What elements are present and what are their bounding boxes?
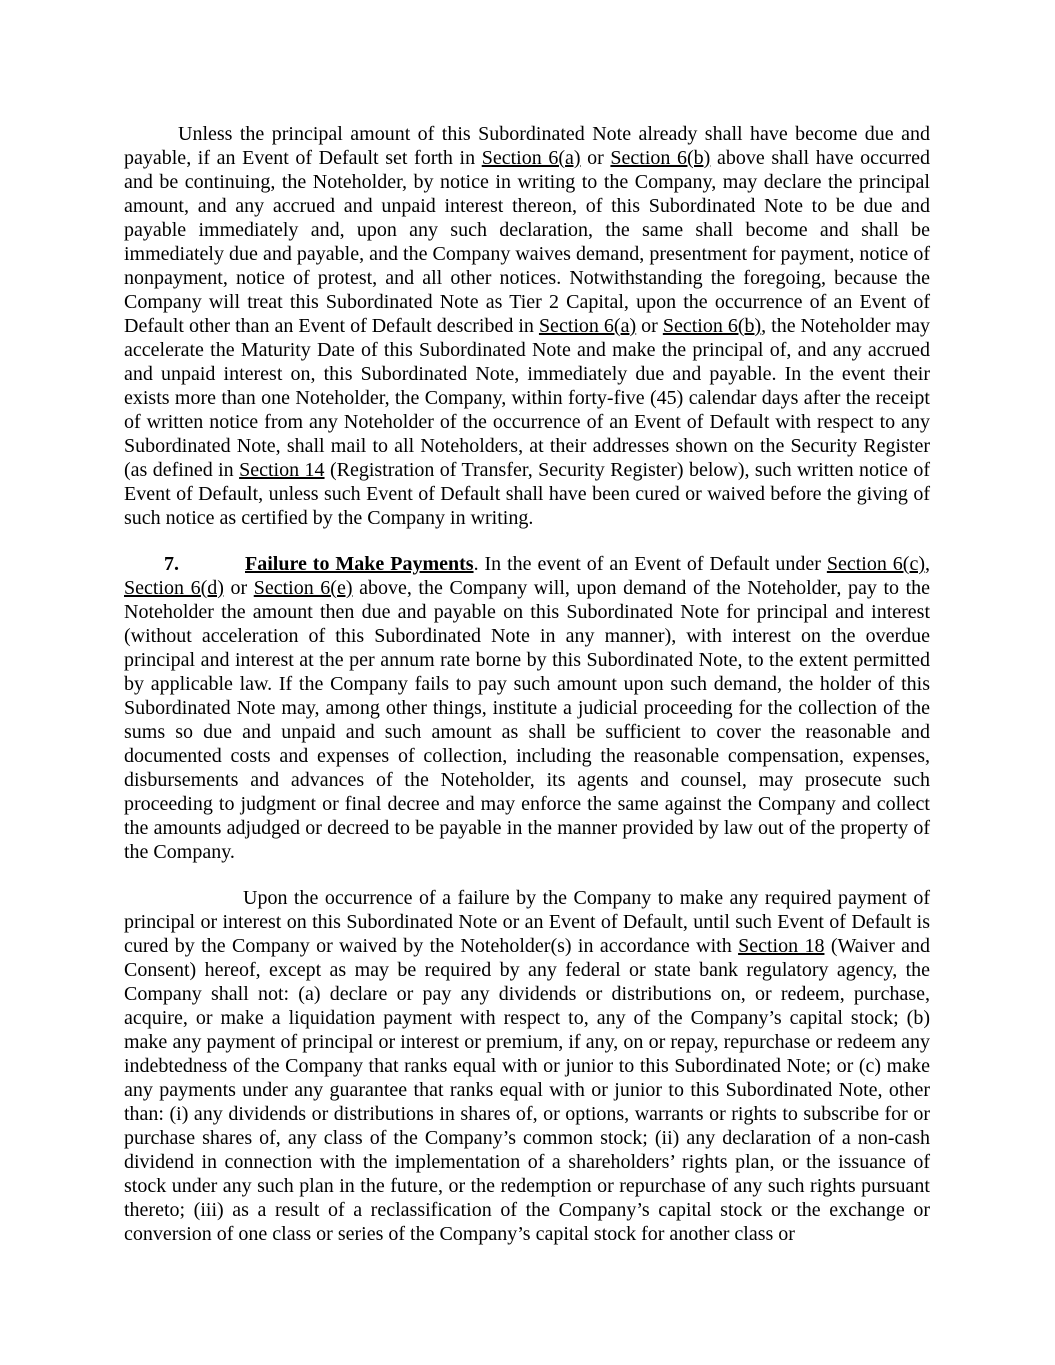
text-run: Upon the occurrence of a failure by the Company to make any required payment of principal or interest on this Subordinated Note or an Event of Default, until such Event of Default is cured by the Company or waived by the Noteholder(s) in accordance with xyxy=(124,887,930,957)
text-run: . In the event of an Event of Default under xyxy=(473,553,827,575)
text-run: Unless the principal amount of this Subordinated Note already shall have become due and payable, if an Event of Default set forth in xyxy=(124,123,930,169)
text-run: or xyxy=(223,577,254,599)
text-run: above shall have occurred and be continuing, the Noteholder, by notice in writing to the Company, may declare the principal amount, and any accrued and unpaid interest thereon, of this Subordinated Note to be due and payable immediately and, upon any such declaration, the same shall become and shall be immediately due and payable, and the Company waives demand, presentment for payment, notice of nonpayment, notice of protest, and all other notices. Notwithstanding the foregoing, because the Company will treat this Subordinated Note as Tier 2 Capital, upon the occurrence of an Event of Default other than an Event of Default described in xyxy=(124,147,931,337)
section-18-ref: Section 18 xyxy=(738,935,825,957)
section-6b-ref: Section 6(b) xyxy=(662,315,762,337)
section-6e-ref: Section 6(e) xyxy=(253,577,353,599)
section-6a-ref: Section 6(a) xyxy=(481,147,581,169)
section-6c-ref: Section 6(c) xyxy=(826,553,925,575)
text-run: , xyxy=(925,553,930,575)
text-run: (Waiver and Consent) hereof, except as may be required by any federal or state bank regulatory agency, the Company shall not: (a) declare or pay any dividends or distributions on, or redeem, purchase, acquire, or make a liquidation payment with respect to, any of the Company’s capital stock; (b) make any payment of principal or interest or premium, if any, on or repay, repurchase or redeem any indebtedness of the Company that ranks equal with or junior to this Subordinated Note; or (c) make any payments under any guarantee that ranks equal with or junior to this Subordinated Note, other than: (i) any dividends or distributions in shares of, or options, warrants or rights to subscribe for or purchase shares of, any class of the Company’s common stock; (ii) any declaration of a non-cash dividend in connection with the implementation of a shareholders’ rights plan, or the issuance of stock under any such plan in the future, or the redemption or repurchase of any such rights pursuant thereto; (iii) as a result of a reclassification of the Company’s capital stock or the exchange or conversion of one class or series of the Company’s capital stock for another class or xyxy=(124,935,930,1245)
acceleration-paragraph xyxy=(124,122,930,530)
section-heading: Failure to Make Payments xyxy=(245,553,474,575)
failure-to-make-payments-paragraph xyxy=(124,552,930,864)
section-number: 7. xyxy=(164,553,179,575)
text-run: , the Noteholder may accelerate the Maturity Date of this Subordinated Note and make the principal of, and any accrued and unpaid interest on, this Subordinated Note, immediately due and payable. In the event their exists more than one Noteholder, the Company, within forty-five (45) calendar days after the receipt of written notice from any Noteholder of the occurrence of an Event of Default with respect to any Subordinated Note, shall mail to all Noteholders, at their addresses shown on the Security Register (as defined in xyxy=(124,315,931,481)
text-run: (Registration of Transfer, Security Register) below), such written notice of Event of Default, unless such Event of Default shall have been cured or waived before the giving of such notice as certified by the Company in writing. xyxy=(124,459,930,529)
text-run: or xyxy=(636,315,663,337)
section-14-ref: Section 14 xyxy=(239,459,325,481)
section-6d-ref: Section 6(d) xyxy=(124,577,224,599)
text-run: or xyxy=(580,147,611,169)
text-run: above, the Company will, upon demand of the Noteholder, pay to the Noteholder the amount then due and payable on this Subordinated Note for principal and interest (without acceleration of this Subordinated Note in any manner), with interest on the overdue principal and interest at the per annum rate borne by this Subordinated Note, to the extent permitted by applicable law. If the Company fails to pay such amount upon such demand, the holder of this Subordinated Note may, among other things, institute a judicial proceeding for the collection of the sums so due and unpaid and such amount as shall be sufficient to cover the reasonable and documented costs and expenses of collection, including the reasonable compensation, expenses, disbursements and advances of the Noteholder, its agents and counsel, may prosecute such proceeding to judgment or final decree and may enforce the same against the Company and collect the amounts adjudged or decreed to be payable in the manner provided by law out of the property of the Company. xyxy=(124,577,931,863)
section-6a-ref: Section 6(a) xyxy=(538,315,637,337)
dividend-restrictions-paragraph xyxy=(124,886,930,1246)
section-6b-ref: Section 6(b) xyxy=(610,147,711,169)
